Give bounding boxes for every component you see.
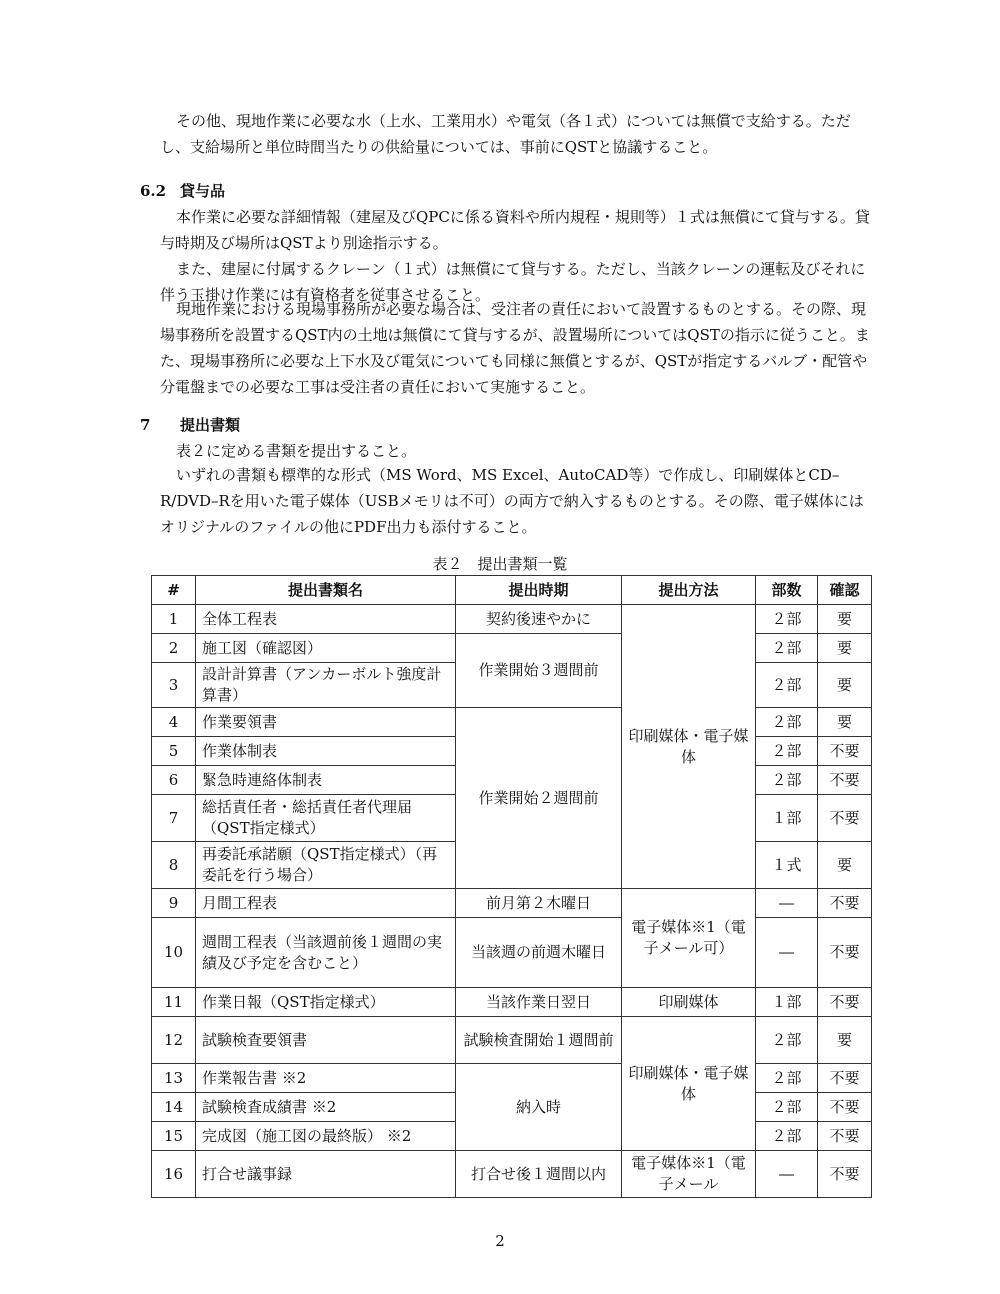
intro-text: その他、現地作業に必要な水（上水、工業用水）や電気（各１式）については無償で支給する。ただし、支給場所と単位時間当たりの供給量については、事前にQSTと協議すること。 <box>160 112 851 156</box>
cell-no: 9 <box>152 889 196 918</box>
cell-confirm: 不要 <box>818 1122 872 1151</box>
cell-no: 7 <box>152 795 196 842</box>
section-6-2-paragraph-3 <box>160 296 872 400</box>
cell-copies: ２部 <box>756 1017 818 1064</box>
table-row <box>152 634 872 663</box>
cell-copies: ― <box>756 1151 818 1198</box>
cell-confirm: 不要 <box>818 737 872 766</box>
cell-no: 3 <box>152 663 196 708</box>
cell-confirm: 要 <box>818 663 872 708</box>
cell-no: 14 <box>152 1093 196 1122</box>
cell-name: 月間工程表 <box>196 889 456 918</box>
section-6-2-number: 6.2 <box>140 182 167 200</box>
header-copies: 部数 <box>756 576 818 605</box>
cell-name: 作業体制表 <box>196 737 456 766</box>
paragraph-text: また、建屋に付属するクレーン（１式）は無償にて貸与する。ただし、当該クレーンの運転及びそれに伴う玉掛け作業には有資格者を従事させること。 <box>160 260 866 304</box>
cell-no: 6 <box>152 766 196 795</box>
header-timing: 提出時期 <box>456 576 622 605</box>
table-header-row <box>152 576 872 605</box>
cell-method-merged: 電子媒体※1（電子メール可） <box>622 889 756 988</box>
section-7-paragraph-2 <box>160 462 872 540</box>
cell-timing: 契約後速やかに <box>456 605 622 634</box>
cell-confirm: 要 <box>818 842 872 889</box>
header-confirm: 確認 <box>818 576 872 605</box>
cell-confirm: 不要 <box>818 766 872 795</box>
cell-name: 作業要領書 <box>196 708 456 737</box>
table-row <box>152 1151 872 1198</box>
table-row <box>152 1064 872 1093</box>
cell-name: 作業日報（QST指定様式） <box>196 988 456 1017</box>
intro-paragraph <box>160 108 872 160</box>
cell-timing: 前月第２木曜日 <box>456 889 622 918</box>
cell-copies: ２部 <box>756 663 818 708</box>
cell-name: 設計計算書（アンカーボルト強度計算書） <box>196 663 456 708</box>
section-7-number: 7 <box>140 416 151 434</box>
cell-copies: ― <box>756 918 818 988</box>
cell-copies: ２部 <box>756 708 818 737</box>
cell-confirm: 要 <box>818 605 872 634</box>
submission-documents-table <box>151 575 872 1198</box>
cell-no: 10 <box>152 918 196 988</box>
header-name: 提出書類名 <box>196 576 456 605</box>
cell-copies: ２部 <box>756 766 818 795</box>
cell-confirm: 要 <box>818 708 872 737</box>
cell-copies: １部 <box>756 988 818 1017</box>
cell-confirm: 不要 <box>818 795 872 842</box>
cell-timing: 試験検査開始１週間前 <box>456 1017 622 1064</box>
cell-copies: ２部 <box>756 605 818 634</box>
cell-confirm: 不要 <box>818 1151 872 1198</box>
cell-timing: 当該週の前週木曜日 <box>456 918 622 988</box>
cell-confirm: 要 <box>818 1017 872 1064</box>
section-7-heading <box>140 412 240 438</box>
table-row <box>152 1017 872 1064</box>
cell-method-merged: 印刷媒体・電子媒体 <box>622 605 756 889</box>
table-row <box>152 605 872 634</box>
cell-copies: １部 <box>756 795 818 842</box>
cell-no: 2 <box>152 634 196 663</box>
cell-copies: ２部 <box>756 1122 818 1151</box>
table-row <box>152 918 872 988</box>
cell-timing-merged: 納入時 <box>456 1064 622 1151</box>
cell-copies: ２部 <box>756 737 818 766</box>
cell-name: 完成図（施工図の最終版） ※2 <box>196 1122 456 1151</box>
cell-no: 8 <box>152 842 196 889</box>
cell-copies: ２部 <box>756 634 818 663</box>
table-row <box>152 988 872 1017</box>
cell-confirm: 要 <box>818 634 872 663</box>
cell-no: 12 <box>152 1017 196 1064</box>
section-6-2-paragraph-1 <box>160 204 872 256</box>
cell-no: 4 <box>152 708 196 737</box>
cell-name: 作業報告書 ※2 <box>196 1064 456 1093</box>
section-7-title: 提出書類 <box>180 416 241 434</box>
cell-copies: ― <box>756 889 818 918</box>
cell-name: 試験検査成績書 ※2 <box>196 1093 456 1122</box>
cell-name: 週間工程表（当該週前後１週間の実績及び予定を含むこと） <box>196 918 456 988</box>
page-number: 2 <box>495 1232 505 1250</box>
cell-no: 15 <box>152 1122 196 1151</box>
cell-confirm: 不要 <box>818 988 872 1017</box>
cell-name: 緊急時連絡体制表 <box>196 766 456 795</box>
cell-no: 5 <box>152 737 196 766</box>
table-row <box>152 708 872 737</box>
cell-no: 16 <box>152 1151 196 1198</box>
cell-no: 1 <box>152 605 196 634</box>
cell-name: 全体工程表 <box>196 605 456 634</box>
cell-name: 打合せ議事録 <box>196 1151 456 1198</box>
cell-timing-merged: 作業開始３週間前 <box>456 634 622 708</box>
header-method: 提出方法 <box>622 576 756 605</box>
cell-no: 11 <box>152 988 196 1017</box>
cell-confirm: 不要 <box>818 889 872 918</box>
cell-method: 電子媒体※1（電子メール <box>622 1151 756 1198</box>
section-6-2-title: 貸与品 <box>180 182 226 200</box>
paragraph-text: 現地作業における現場事務所が必要な場合は、受注者の責任において設置するものとする。その際、現場事務所を設置するQST内の土地は無償にて貸与するが、設置場所についてはQSTの指示に従うこと。また、現場事務所に必要な上下水及び電気についても同様に無償とするが、QSTが指定するバルブ・配管や分電盤までの必要な工事は受注者の責任において実施すること。 <box>160 300 870 396</box>
cell-copies: ２部 <box>756 1093 818 1122</box>
section-7-paragraph-1 <box>160 438 872 464</box>
cell-method-merged: 印刷媒体・電子媒体 <box>622 1017 756 1151</box>
cell-name: 試験検査要領書 <box>196 1017 456 1064</box>
paragraph-text: 表２に定める書類を提出すること。 <box>176 442 417 460</box>
section-6-2-heading <box>140 178 225 204</box>
cell-name: 総括責任者・総括責任者代理届（QST指定様式） <box>196 795 456 842</box>
table-row <box>152 889 872 918</box>
cell-confirm: 不要 <box>818 918 872 988</box>
cell-copies: ２部 <box>756 1064 818 1093</box>
cell-no: 13 <box>152 1064 196 1093</box>
cell-confirm: 不要 <box>818 1093 872 1122</box>
cell-name: 施工図（確認図） <box>196 634 456 663</box>
header-no: # <box>152 576 196 605</box>
cell-name: 再委託承諾願（QST指定様式）（再委託を行う場合） <box>196 842 456 889</box>
cell-timing: 当該作業日翌日 <box>456 988 622 1017</box>
cell-timing: 打合せ後１週間以内 <box>456 1151 622 1198</box>
cell-method: 印刷媒体 <box>622 988 756 1017</box>
paragraph-text: 本作業に必要な詳細情報（建屋及びQPCに係る資料や所内規程・規則等）１式は無償にて貸与する。貸与時期及び場所はQSTより別途指示する。 <box>160 208 870 252</box>
cell-confirm: 不要 <box>818 1064 872 1093</box>
cell-timing-merged: 作業開始２週間前 <box>456 708 622 889</box>
paragraph-text: いずれの書類も標準的な形式（MS Word、MS Excel、AutoCAD等）で作成し、印刷媒体とCD–R/DVD–Rを用いた電子媒体（USBメモリは不可）の両方で納入するものとする。その際、電子媒体にはオリジナルのファイルの他にPDF出力も添付すること。 <box>160 466 864 536</box>
table-caption: 表２ 提出書類一覧 <box>432 555 568 573</box>
cell-copies: １式 <box>756 842 818 889</box>
